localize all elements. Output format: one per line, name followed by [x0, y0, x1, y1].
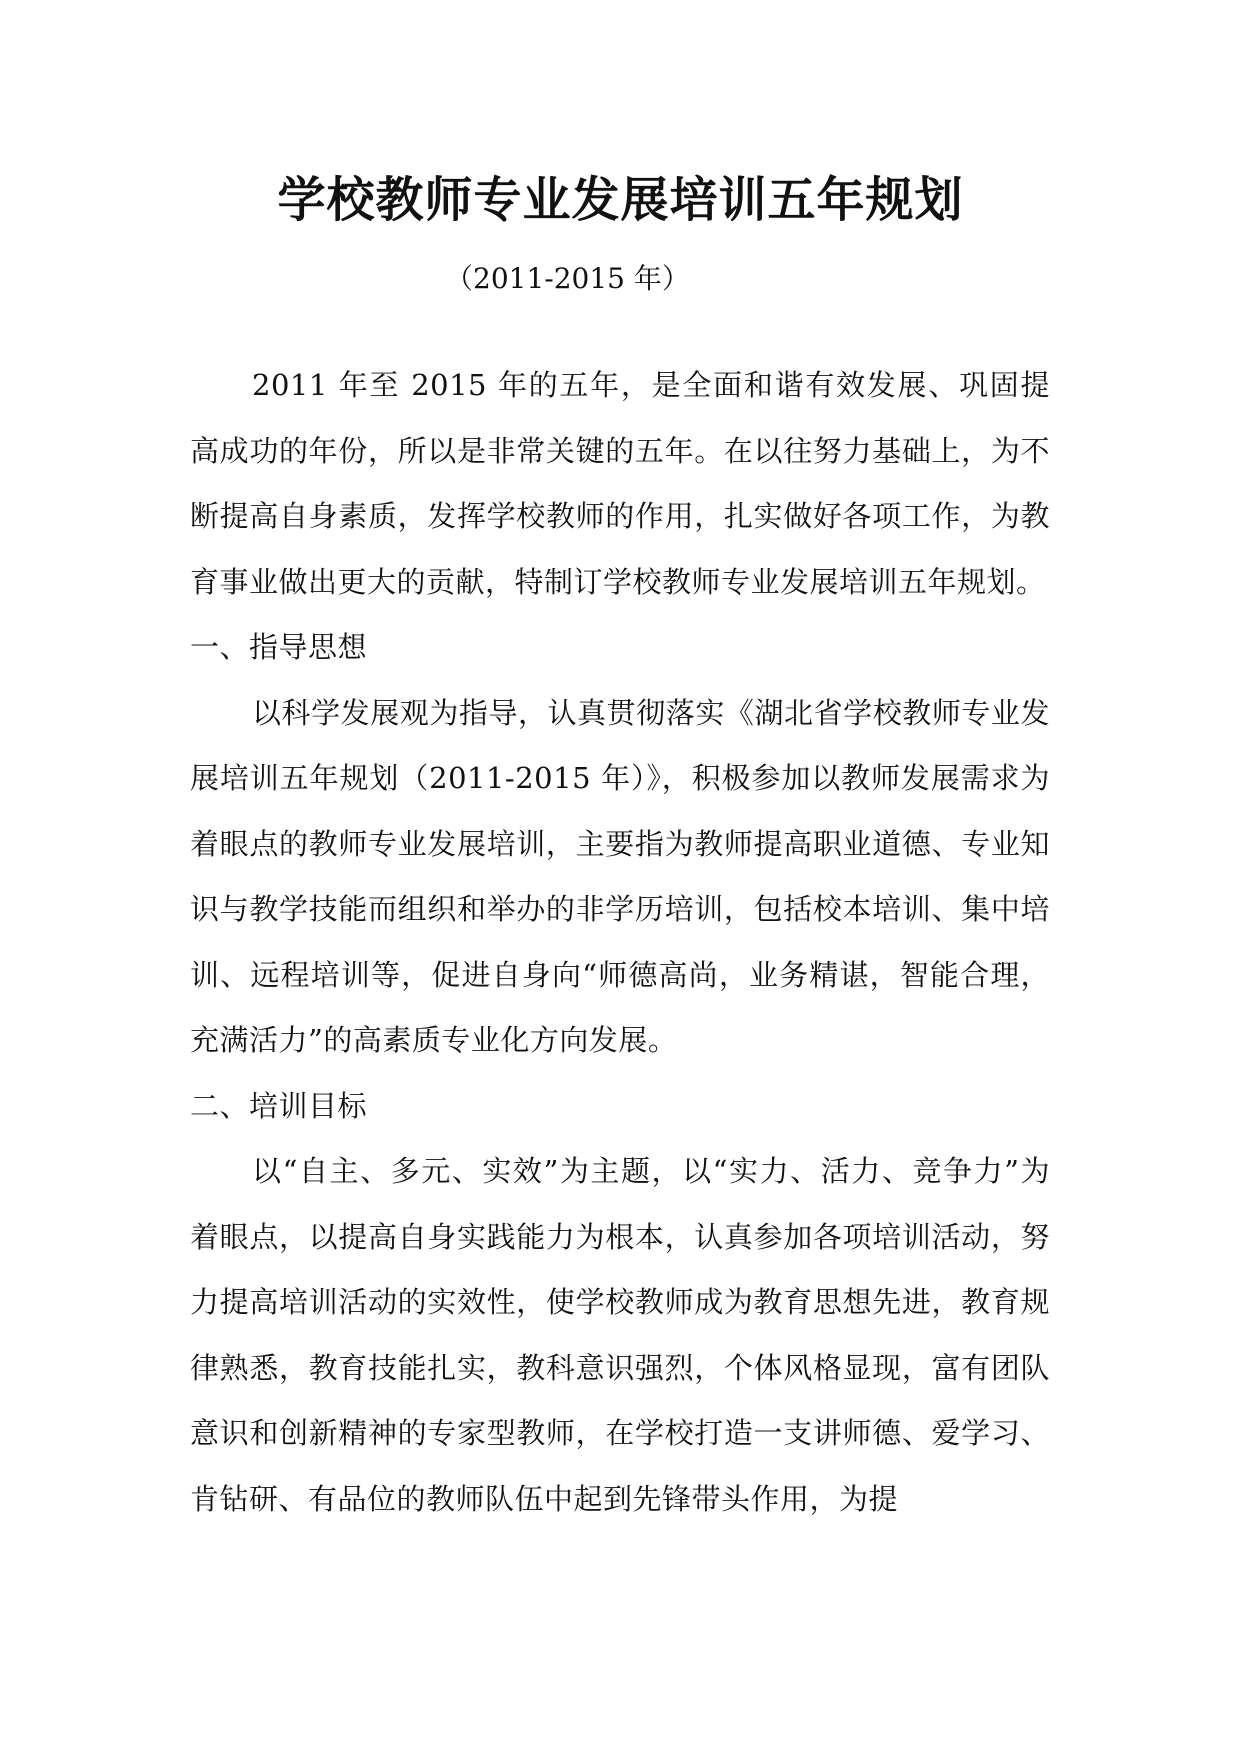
section-heading-training-goals: 二、培训目标	[190, 1088, 368, 1123]
guiding-ideology-paragraph: 以科学发展观为指导，认真贯彻落实《湖北省学校教师专业发展培训五年规划（2011-2015 年）》，积极参加以教师发展需求为着眼点的教师专业发展培训，主要指为教师提高职业道德、专业知识与教学技能而组织和举办的非学历培训，包括校本培训、集中培训、远程培训等，促进自身向“师德高尚，业务精谌，智能合理，充满活力”的高素质专业化方向发展。	[190, 695, 1050, 1057]
intro-paragraph: 2011 年至 2015 年的五年，是全面和谐有效发展、巩固提高成功的年份，所以是非常关键的五年。在以往努力基础上，为不断提高自身素质，发挥学校教师的作用，扎实做好各项工作，为教育事业做出更大的贡献，特制订学校教师专业发展培训五年规划。	[190, 368, 1050, 599]
document-title: 学校教师专业发展培训五年规划	[277, 172, 964, 228]
training-goals-paragraph: 以“自主、多元、实效”为主题，以“实力、活力、竞争力”为着眼点，以提高自身实践能力为根本，认真参加各项培训活动，努力提高培训活动的实效性，使学校教师成为教育思想先进，教育规律熟悉，教育技能扎实，教科意识强烈，个体风格显现，富有团队意识和创新精神的专家型教师，在学校打造一支讲师德、爱学习、肯钻研、有品位的教师队伍中起到先锋带头作用，为提	[190, 1154, 1050, 1516]
document-subtitle: （2011-2015 年）	[445, 262, 690, 295]
section-heading-guiding-ideology: 一、指导思想	[190, 630, 368, 664]
document-body	[190, 353, 1050, 1532]
